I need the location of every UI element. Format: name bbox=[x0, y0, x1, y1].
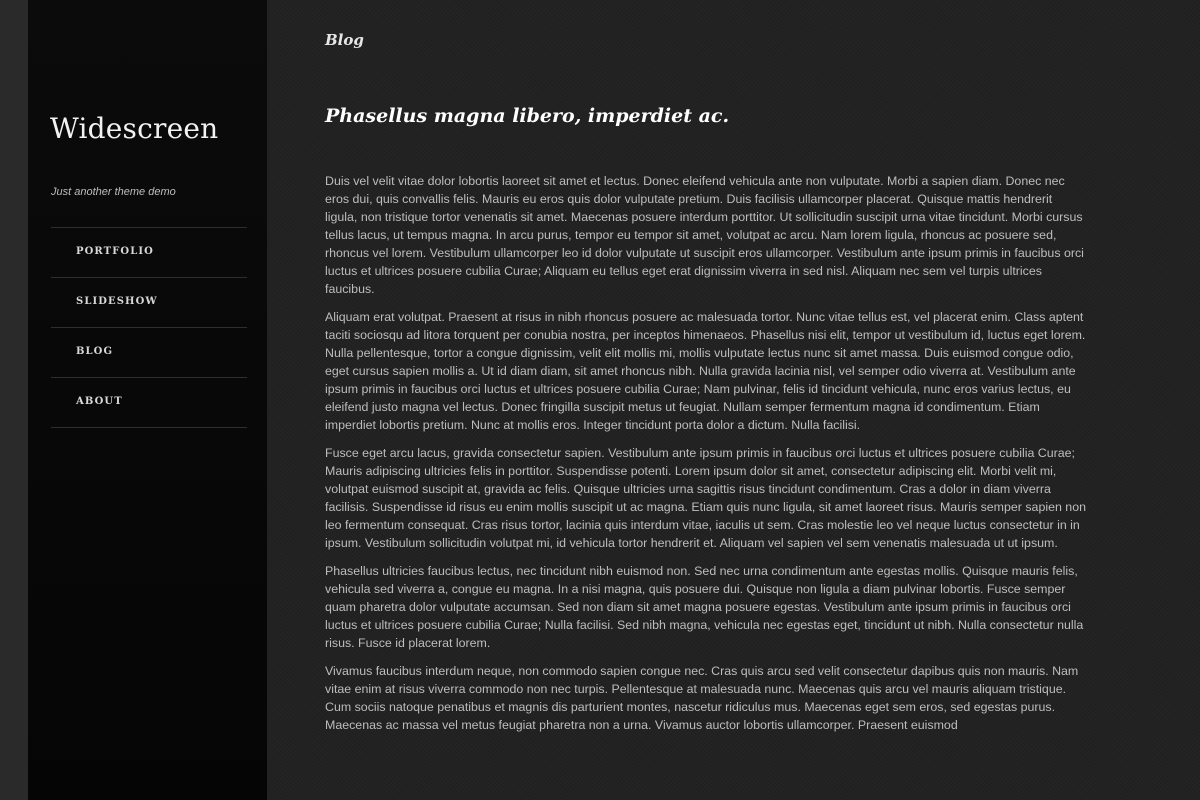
nav-item-portfolio bbox=[51, 228, 247, 278]
nav-link-about[interactable]: ABOUT bbox=[76, 396, 123, 407]
nav-link-blog[interactable]: BLOG bbox=[76, 346, 114, 357]
sidebar bbox=[28, 0, 267, 800]
nav-item-slideshow bbox=[51, 278, 247, 328]
post-title[interactable]: Phasellus magna libero, imperdiet ac. bbox=[325, 105, 730, 127]
post-paragraph: Fusce eget arcu lacus, gravida consectetur sapien. Vestibulum ante ipsum primis in faucibus orci luctus et ultrices posuere cubilia Curae; Mauris adipiscing ultricies felis in porttitor. Suspendisse potenti. Lorem ipsum dolor sit amet, consectetur adipiscing elit. Morbi velit mi, volutpat euismod suscipit at, gravida ac felis. Quisque ultricies urna sagittis risus tincidunt condimentum. Cras a dolor in diam viverra facilisis. Suspendisse id risus eu enim mollis suscipit ut ac magna. Etiam quis nunc ligula, sit amet laoreet risus. Mauris semper sapien non leo fermentum consequat. Cras risus tortor, lacinia quis interdum vitae, iaculis ut sem. Cras molestie leo vel neque luctus consectetur in in ipsum. Vestibulum sollicitudin volutpat mi, id vehicula tortor hendrerit et. Aliquam vel sapien vel sem venenatis malesuada ut ut ipsum. bbox=[325, 446, 1086, 550]
nav-link-portfolio[interactable]: PORTFOLIO bbox=[76, 246, 154, 257]
post-body bbox=[325, 172, 1087, 744]
main-nav bbox=[51, 227, 247, 428]
nav-link-slideshow[interactable]: SLIDESHOW bbox=[76, 296, 158, 307]
post-paragraph: Vivamus faucibus interdum neque, non commodo sapien congue nec. Cras quis arcu sed velit consectetur dapibus quis non mauris. Nam vitae enim at risus viverra commodo non nec turpis. Pellentesque at malesuada nunc. Maecenas quis arcu vel mauris aliquam tristique. Cum sociis natoque penatibus et magnis dis parturient montes, nascetur ridiculus mus. Maecenas eget sem eros, sed egestas purus. Maecenas ac massa vel metus feugiat pharetra non a urna. Vivamus auctor lobortis ullamcorper. Praesent euismod bbox=[325, 664, 1079, 732]
left-edge-strip bbox=[0, 0, 28, 800]
nav-item-about bbox=[51, 378, 247, 428]
post-paragraph: Aliquam erat volutpat. Praesent at risus in nibh rhoncus posuere ac malesuada tortor. Nunc vitae tellus est, vel placerat enim. Class aptent taciti sociosqu ad litora torquent per conubia nostra, per inceptos himenaeos. Phasellus nisi elit, tempor ut vestibulum id, luctus eget lorem. Nulla pellentesque, tortor a congue dignissim, velit elit mollis mi, mollis vulputate lectus nunc sit amet massa. Duis euismod congue odio, eget cursus sapien mollis a. Ut id diam diam, sit amet rhoncus nibh. Nulla gravida lacinia nisl, vel semper odio viverra at. Vestibulum ante ipsum primis in faucibus orci luctus et ultrices posuere cubilia Curae; Nam pulvinar, felis id tincidunt vehicula, nunc eros varius lectus, eu eleifend justo magna vel lectus. Donec fringilla suscipit metus ut feugiat. Nullam semper fermentum magna id condimentum. Etiam imperdiet lobortis pretium. Nunc at mollis eros. Integer tincidunt porta dolor a dictum. Nulla facilisi. bbox=[325, 310, 1086, 432]
site-tagline: Just another theme demo bbox=[51, 186, 176, 198]
page-label: Blog bbox=[325, 31, 364, 49]
site-title[interactable]: Widescreen bbox=[50, 112, 219, 145]
post-paragraph: Duis vel velit vitae dolor lobortis laoreet sit amet et lectus. Donec eleifend vehicula ante non vulputate. Morbi a sapien diam. Donec nec eros dui, quis convallis felis. Mauris eu eros quis dolor vulputate pretium. Duis facilisis ullamcorper placerat. Quisque mattis hendrerit ligula, non tristique tortor venenatis sit amet. Maecenas posuere interdum porttitor. Ut sollicitudin suscipit urna vitae tincidunt. Morbi cursus tellus lacus, ut tempus magna. In arcu purus, tempor eu tempor sit amet, volutpat ac arcu. Nam lorem ligula, rhoncus ac posuere sed, rhoncus vel lorem. Vestibulum ullamcorper leo id dolor vulputate ut suscipit eros ullamcorper. Vestibulum ante ipsum primis in faucibus orci luctus et ultrices posuere cubilia Curae; Aliquam eu tellus eget erat dignissim viverra in sed nisl. Aliquam nec sem vel turpis ultrices faucibus. bbox=[325, 174, 1084, 296]
post-paragraph: Phasellus ultricies faucibus lectus, nec tincidunt nibh euismod non. Sed nec urna condimentum ante egestas mollis. Quisque mauris felis, vehicula sed viverra a, congue eu magna. In a nisi magna, quis posuere dui. Quisque non ligula a diam pulvinar lobortis. Fusce semper quam pharetra dolor vulputate accumsan. Sed non diam sit amet magna posuere egestas. Vestibulum ante ipsum primis in faucibus orci luctus et ultrices posuere cubilia Curae; Nulla facilisi. Sed nibh magna, vehicula nec egestas eget, tincidunt ut nibh. Nulla consectetur nulla risus. Fusce id placerat lorem. bbox=[325, 564, 1084, 650]
nav-item-blog bbox=[51, 328, 247, 378]
